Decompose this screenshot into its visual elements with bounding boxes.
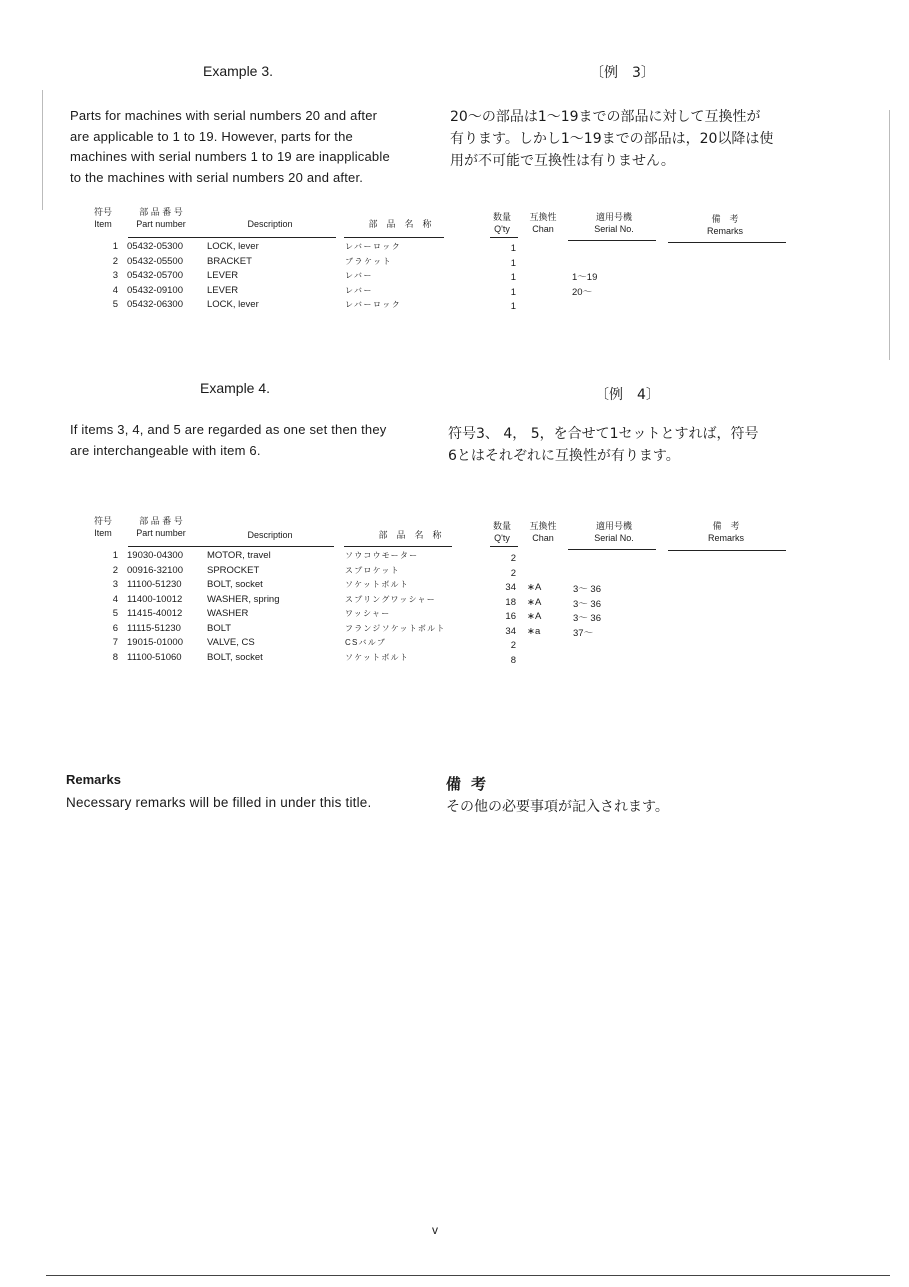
example4-title-jp: 〔例 4〕 [595,387,660,403]
serial-no [573,554,601,569]
description: LOCK, lever [207,241,259,252]
col-qty-jp: 数量 [492,212,511,222]
part-name-jp: フランジソケットボルト [345,623,446,633]
part-number: 11100-51230 [127,579,182,590]
left-margin-mark [42,90,43,210]
col-qty-jp: 数量 [492,521,511,531]
table1-rule-5 [668,242,786,243]
serial-no [572,300,597,315]
serial-no: 3～ 36 [573,584,601,595]
interchangeability: ∗A [527,611,542,622]
example3-text-jp: 20～の部品は1～19までの部品に対して互換性が 有ります。しかし1～19までの部品は，20以降は使 用が不可能で互換性は有りません。 [450,109,774,169]
serial-no [573,641,601,656]
quantity: 1 [510,272,516,283]
part-name-jp: レバーロック [345,242,402,251]
interchangeability: ∗a [527,625,541,637]
part-number: 19030-04300 [127,550,183,561]
table-row: 2 [112,564,118,576]
col-remarks: Remarks [707,533,744,543]
interchangeability [527,567,541,582]
col-serial-jp: 適用号機 [595,521,632,531]
part-number: 11415-40012 [127,608,183,619]
part-number: 11100-51060 [127,651,182,663]
part-name-jp: レバー [345,271,373,280]
table-row: 2 [112,255,118,267]
example3-title: Example 3. [203,63,274,79]
col-name-jp: 部 品 名 称 [368,219,432,229]
example4-text-en: If items 3, 4, and 5 are regarded as one set then they are interchangeable with item 6. [70,422,387,458]
serial-no [573,569,601,584]
table-row: 5 [112,608,118,619]
part-name-jp: CSバルブ [345,638,387,647]
interchangeability [527,654,541,669]
quantity: 2 [510,640,516,651]
part-number: 05432-05500 [127,255,183,267]
col-item-jp: 符号 [93,207,112,217]
table-row: 1 [112,241,118,252]
quantity: 1 [510,243,516,254]
col-item: Item [94,219,112,229]
serial-no: 1～19 [572,272,598,283]
description: VALVE, CS [207,637,255,648]
part-number: 05432-09100 [127,284,183,296]
col-serial: Serial No. [594,533,634,543]
description: BOLT [207,622,232,634]
serial-no: 37～ [573,627,594,639]
part-name-jp: スプリングワッシャー [345,594,436,604]
description: WASHER [207,608,249,619]
table-row: 1 [112,550,118,561]
description: LEVER [207,270,239,281]
table1-rule-1 [128,237,336,238]
table-row: 4 [112,284,118,296]
col-desc: Description [247,530,293,540]
description: LOCK, lever [207,299,259,310]
col-item: Item [94,528,112,538]
table1-rule-3 [490,237,518,238]
table-row: 3 [112,270,118,281]
table2-rule-4 [568,549,656,550]
col-desc: Description [247,219,293,229]
table-row: 7 [112,637,118,648]
quantity: 1 [510,286,516,298]
quantity: 2 [510,553,516,564]
description: BOLT, socket [207,579,263,590]
col-remarks-jp: 備 考 [712,521,740,531]
description: SPROCKET [207,564,260,576]
part-number: 05432-06300 [127,299,183,310]
interchangeability [527,639,541,654]
remarks-title-jp: 備考 [446,775,497,793]
quantity: 34 [505,625,516,637]
example4-text-jp: 符号3、 4， 5，を合せて1セットとすれば，符号 6とはそれぞれに互換性が有ります。 [448,426,759,464]
table1-rule-4 [568,240,656,241]
table1-rule-2 [344,237,444,238]
col-part: Part number [136,219,186,229]
col-item-jp: 符号 [93,516,112,526]
example3-title-jp: 〔例 3〕 [590,65,655,81]
quantity: 18 [505,596,516,608]
part-name-jp: スプロケット [345,565,400,575]
part-name-jp: レバーロック [345,300,402,309]
description: MOTOR, travel [207,550,271,561]
part-name-jp: ソウコウモーター [345,551,419,560]
part-name-jp: ソケットボルト [345,580,409,589]
quantity: 8 [510,654,516,666]
right-margin-mark [889,110,890,360]
table2-rule-2 [344,546,452,547]
table-row: 5 [112,299,118,310]
part-number: 19015-01000 [127,637,183,648]
col-name-jp: 部 品 名 称 [378,530,442,540]
table2-rule-5 [668,550,786,551]
col-part-jp: 部 品 番 号 [139,207,183,217]
serial-no [572,257,597,272]
description: WASHER, spring [207,593,280,605]
page-number: v [432,1223,438,1237]
quantity: 1 [510,301,516,312]
interchangeability [527,552,541,567]
example4-title: Example 4. [200,380,271,396]
serial-no: 3～ 36 [573,613,601,624]
table-row: 4 [112,593,118,605]
col-remarks-jp: 備 考 [711,214,739,224]
serial-no [572,242,597,257]
col-serial: Serial No. [594,224,634,234]
col-chan: Chan [532,224,554,234]
remarks-text: Necessary remarks will be filled in under this title. [66,795,372,810]
description: LEVER [207,284,239,296]
col-part: Part number [136,528,186,538]
col-serial-jp: 適用号機 [595,212,632,222]
serial-no: 20～ [572,286,593,298]
quantity: 2 [510,567,516,579]
quantity: 16 [505,611,516,622]
remarks-title: Remarks [66,772,121,787]
part-name-jp: レバー [345,285,373,295]
part-name-jp: ワッシャー [345,609,391,618]
part-number: 11115-51230 [127,622,181,634]
part-number: 11400-10012 [127,593,183,605]
col-qty: Q'ty [494,224,510,234]
col-chan-jp: 互換性 [529,521,557,531]
table-row: 3 [112,579,118,590]
col-chan-jp: 互換性 [529,212,557,222]
part-number: 00916-32100 [127,564,183,576]
col-part-jp: 部 品 番 号 [139,516,183,526]
quantity: 1 [510,257,516,269]
table-row: 8 [112,651,118,663]
remarks-text-jp: その他の必要事項が記入されます。 [446,799,669,815]
table2-rule-1 [128,546,334,547]
col-remarks: Remarks [706,226,743,236]
table-row: 6 [112,622,118,634]
serial-no [573,656,601,671]
col-chan: Chan [532,533,554,543]
part-number: 05432-05300 [127,241,183,252]
part-name-jp: ソケットボルト [345,652,409,662]
table2-rule-3 [490,546,518,547]
description: BRACKET [207,255,252,267]
part-name-jp: ブラケット [345,256,393,266]
description: BOLT, socket [207,651,263,663]
serial-no: 3～ 36 [573,598,601,610]
part-number: 05432-05700 [127,270,183,281]
col-qty: Q'ty [494,533,510,543]
bottom-rule [46,1275,890,1276]
interchangeability: ∗A [527,582,542,593]
quantity: 34 [505,582,516,593]
interchangeability: ∗A [527,596,542,608]
example3-text-en: Parts for machines with serial numbers 20 and after are applicable to 1 to 19. However, parts for the machines with serial numbers 1 to 19 are inapplicable to the machines with serial numbers 20 and after. [70,108,390,185]
